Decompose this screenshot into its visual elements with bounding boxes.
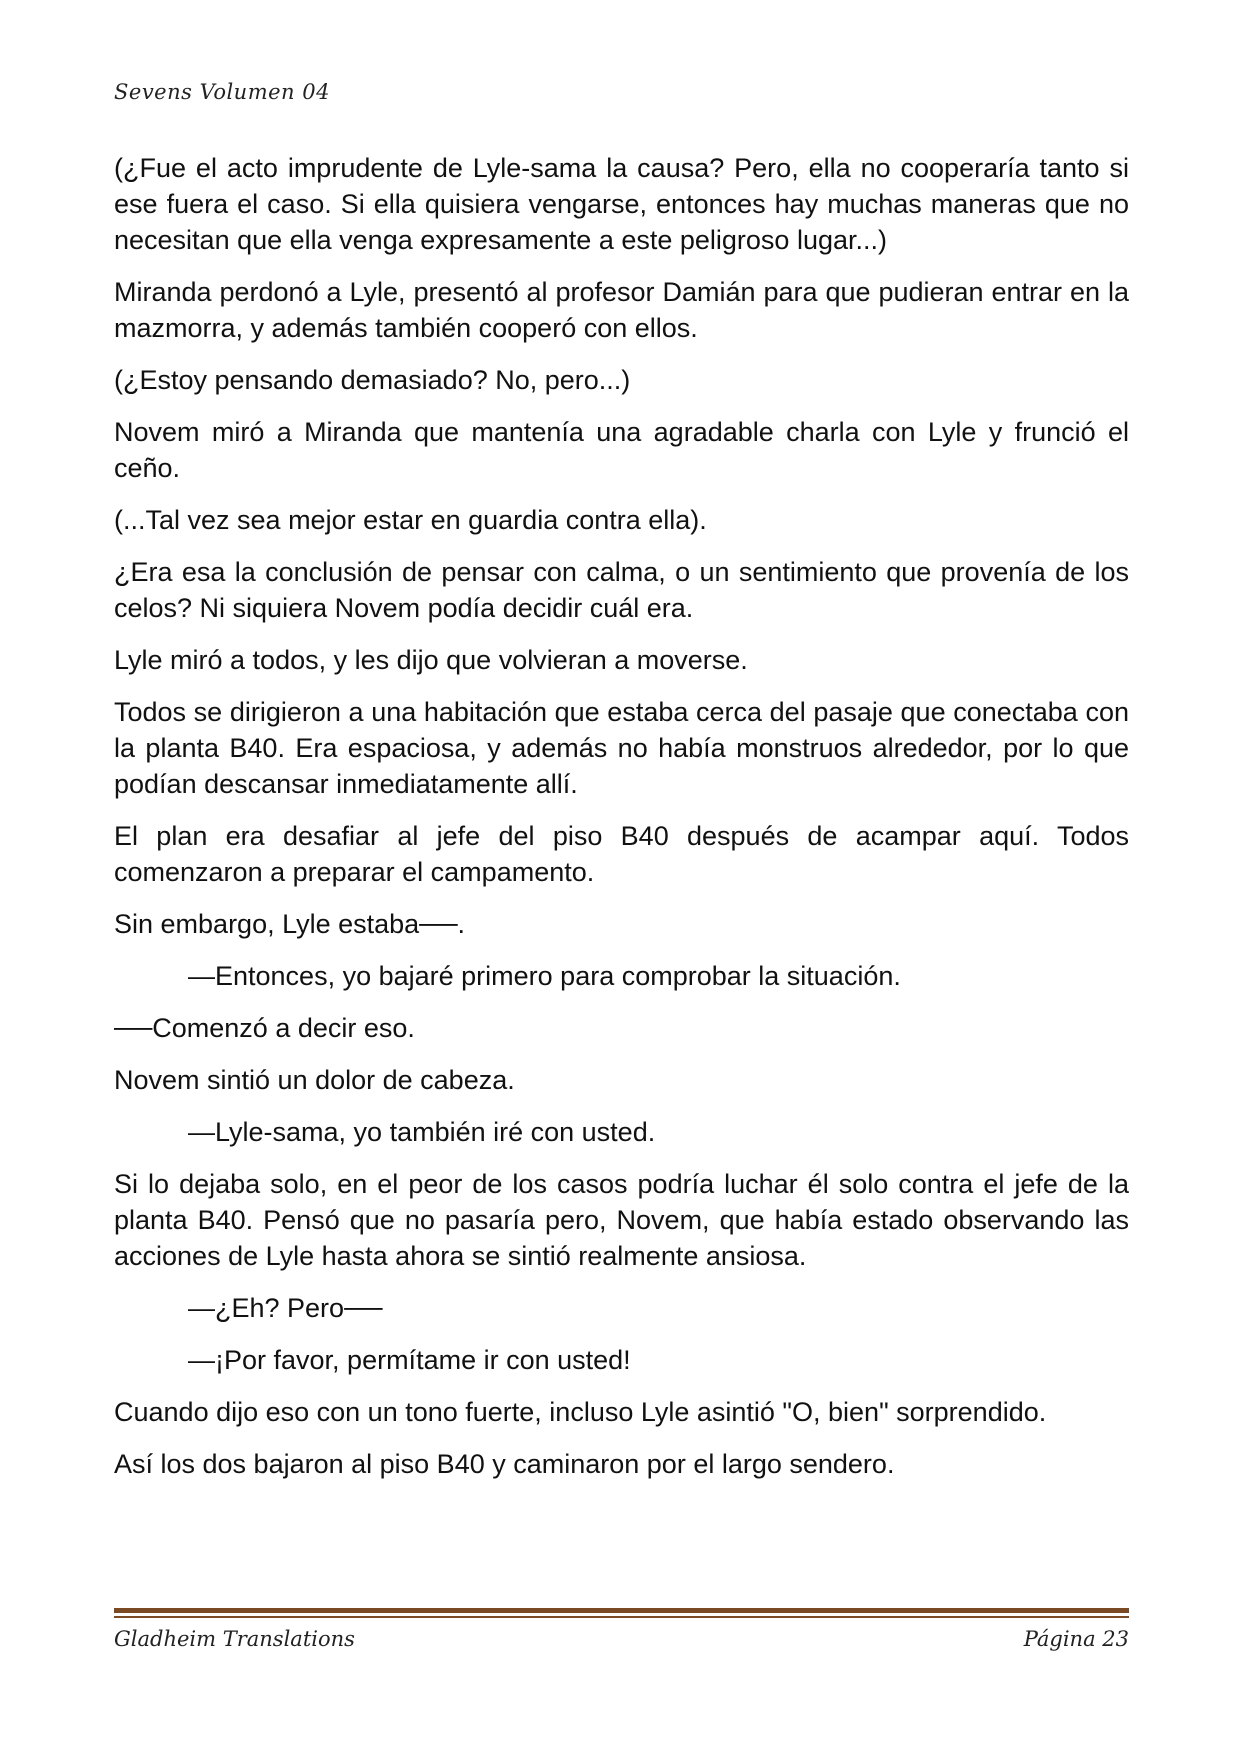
- dialogue-line: —Lyle-sama, yo también iré con usted.: [188, 1117, 656, 1147]
- paragraph: Miranda perdonó a Lyle, presentó al profesor Damián para que pudieran entrar en la mazmorra, y además también cooperó con ellos.: [114, 277, 1129, 343]
- paragraph: Sin embargo, Lyle estaba──.: [114, 909, 465, 939]
- paragraph: (¿Estoy pensando demasiado? No, pero...): [114, 365, 631, 395]
- paragraph: Lyle miró a todos, y les dijo que volvieran a moverse.: [114, 645, 748, 675]
- dialogue-line: —Entonces, yo bajaré primero para comprobar la situación.: [188, 961, 901, 991]
- paragraph: Cuando dijo eso con un tono fuerte, incluso Lyle asintió "O, bien" sorprendido.: [114, 1397, 1047, 1427]
- page-body: [114, 150, 1129, 1498]
- dialogue-line: —¿Eh? Pero──: [188, 1293, 383, 1323]
- paragraph: El plan era desafiar al jefe del piso B40 después de acampar aquí. Todos comenzaron a preparar el campamento.: [114, 821, 1129, 887]
- footer-divider-thin: [114, 1616, 1129, 1618]
- paragraph: ──Comenzó a decir eso.: [114, 1013, 415, 1043]
- page-number: Página 23: [1023, 1627, 1129, 1651]
- paragraph: (¿Fue el acto imprudente de Lyle-sama la causa? Pero, ella no cooperaría tanto si ese fuera el caso. Si ella quisiera vengarse, entonces hay muchas maneras que no necesitan que ella venga expresamente a este peligroso lugar...): [114, 153, 1129, 255]
- paragraph: Novem miró a Miranda que mantenía una agradable charla con Lyle y frunció el ceño.: [114, 417, 1129, 483]
- dialogue-line: —¡Por favor, permítame ir con usted!: [188, 1345, 631, 1375]
- footer-divider: [114, 1608, 1129, 1613]
- paragraph: Así los dos bajaron al piso B40 y caminaron por el largo sendero.: [114, 1449, 895, 1479]
- paragraph: ¿Era esa la conclusión de pensar con calma, o un sentimiento que provenía de los celos? Ni siquiera Novem podía decidir cuál era.: [114, 557, 1129, 623]
- paragraph: Novem sintió un dolor de cabeza.: [114, 1065, 515, 1095]
- running-header: Sevens Volumen 04: [114, 80, 330, 104]
- paragraph: Si lo dejaba solo, en el peor de los casos podría luchar él solo contra el jefe de la planta B40. Pensó que no pasaría pero, Novem, que había estado observando las acciones de Lyle hasta ahora se sintió realmente ansiosa.: [114, 1169, 1129, 1271]
- footer-credit: Gladheim Translations: [114, 1627, 355, 1651]
- paragraph: (...Tal vez sea mejor estar en guardia contra ella).: [114, 505, 707, 535]
- paragraph: Todos se dirigieron a una habitación que estaba cerca del pasaje que conectaba con la planta B40. Era espaciosa, y además no había monstruos alrededor, por lo que podían descansar inmediatamente allí.: [114, 697, 1129, 799]
